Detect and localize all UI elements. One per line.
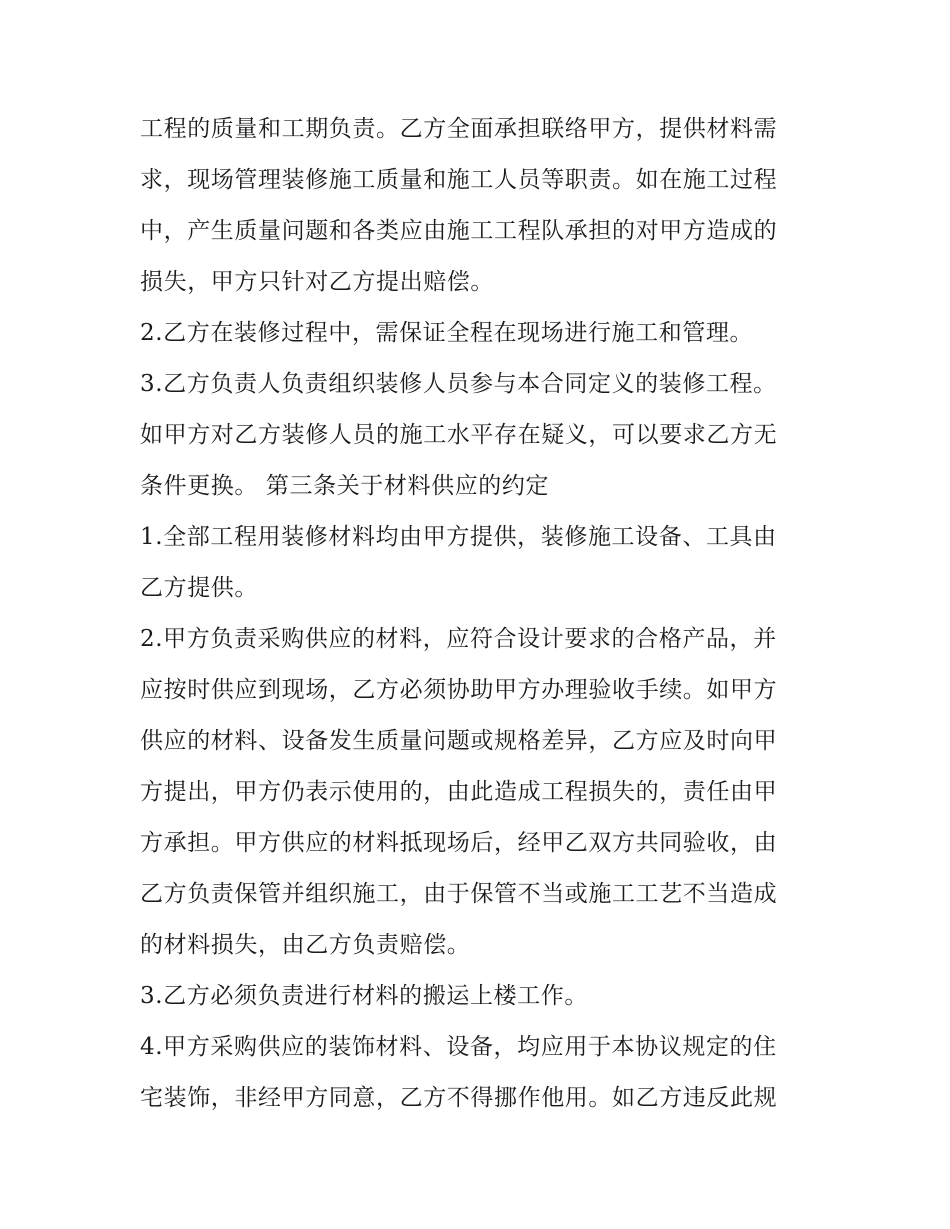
text-line: 方提出，甲方仍表示使用的，由此造成工程损失的，责任由甲 bbox=[140, 779, 778, 805]
text-line: 3.乙方必须负责进行材料的搬运上楼工作。 bbox=[140, 983, 588, 1009]
text-line: 2.甲方负责采购供应的材料，应符合设计要求的合格产品，并 bbox=[140, 626, 777, 652]
document-body bbox=[140, 104, 820, 1124]
text-line: 条件更换。 第三条关于材料供应的约定 bbox=[140, 473, 550, 499]
text-line: 4.甲方采购供应的装饰材料、设备，均应用于本协议规定的住 bbox=[140, 1034, 777, 1060]
text-line: 应按时供应到现场，乙方必须协助甲方办理验收手续。如甲方 bbox=[140, 677, 778, 703]
text-line: 宅装饰，非经甲方同意，乙方不得挪作他用。如乙方违反此规 bbox=[140, 1085, 778, 1111]
text-line: 求，现场管理装修施工质量和施工人员等职责。如在施工过程 bbox=[140, 167, 778, 193]
text-line: 中，产生质量问题和各类应由施工工程队承担的对甲方造成的 bbox=[140, 218, 778, 244]
text-line: 如甲方对乙方装修人员的施工水平存在疑义，可以要求乙方无 bbox=[140, 422, 778, 448]
text-line: 损失，甲方只针对乙方提出赔偿。 bbox=[140, 269, 494, 295]
text-line: 工程的质量和工期负责。乙方全面承担联络甲方，提供材料需 bbox=[140, 116, 778, 142]
text-line: 3.乙方负责人负责组织装修人员参与本合同定义的装修工程。 bbox=[140, 371, 777, 397]
text-line: 的材料损失，由乙方负责赔偿。 bbox=[140, 932, 471, 958]
text-line: 供应的材料、设备发生质量问题或规格差异，乙方应及时向甲 bbox=[140, 728, 778, 754]
text-line: 1.全部工程用装修材料均由甲方提供，装修施工设备、工具由 bbox=[140, 524, 777, 550]
text-line: 乙方负责保管并组织施工，由于保管不当或施工工艺不当造成 bbox=[140, 881, 778, 907]
text-line: 方承担。甲方供应的材料抵现场后，经甲乙双方共同验收，由 bbox=[140, 830, 778, 856]
text-line: 2.乙方在装修过程中，需保证全程在现场进行施工和管理。 bbox=[140, 320, 754, 346]
text-line: 乙方提供。 bbox=[140, 575, 258, 601]
